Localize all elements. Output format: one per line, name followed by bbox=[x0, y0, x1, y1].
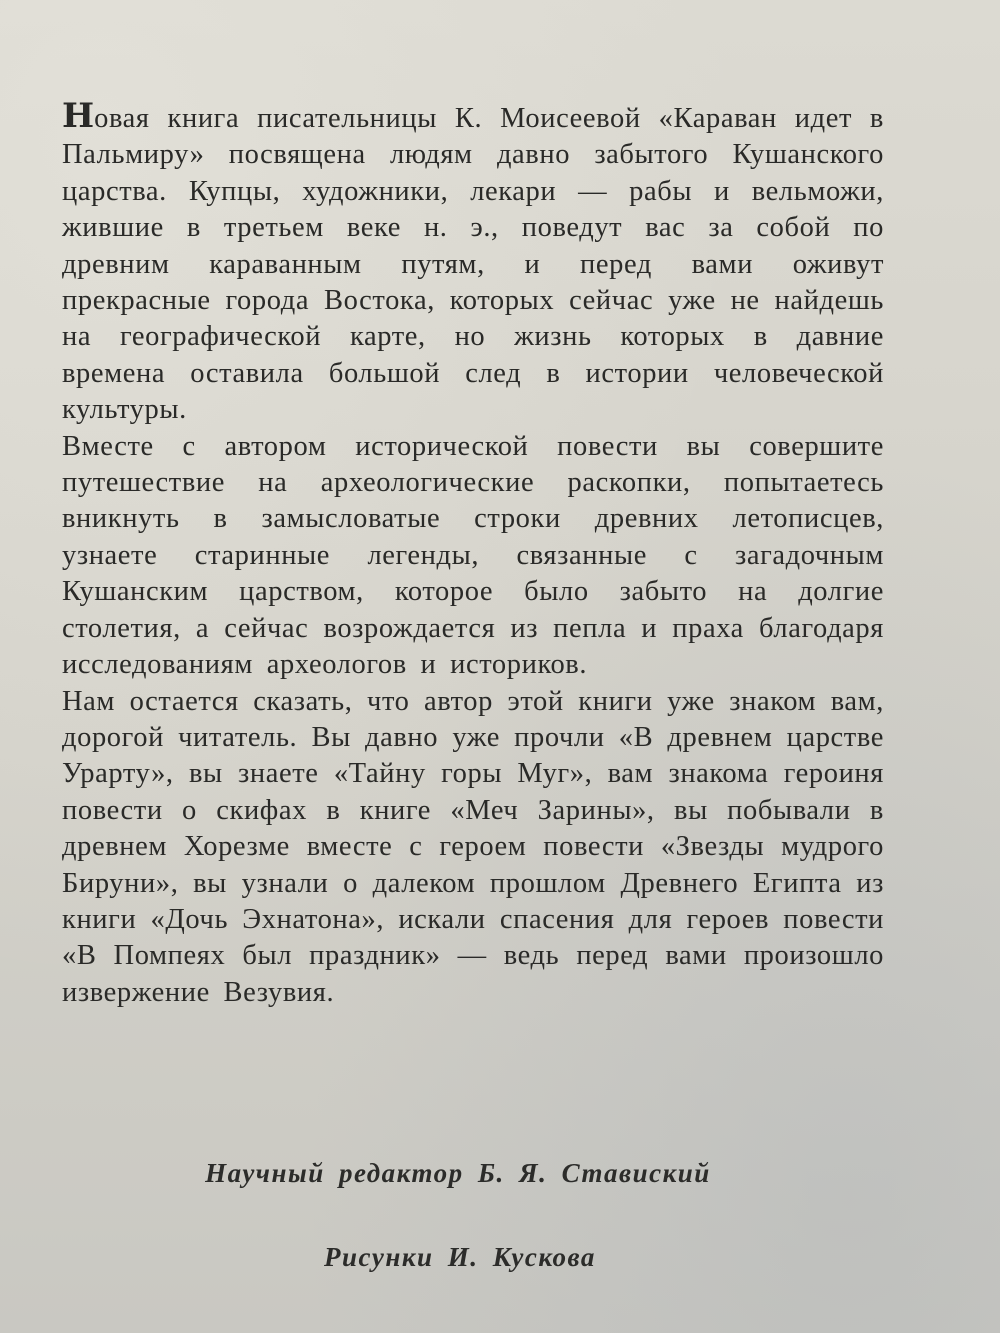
paragraph-text: Нам остается сказать, что автор этой книги уже знаком вам, дорогой читатель. Вы давно уже прочли «В древнем царстве Урарту», вы знаете «Тайну горы Муг», вам знакома героиня повести о скифах в книге «Меч Зарины», вы побывали в древнем Хорезме вместе с героем повести «Звезды мудрого Бируни», вы узнали о далеком прошлом Древнего Египта из книги «Дочь Эхнатона», искали спасения для героев повести «В Помпеях был праздник» — ведь перед вами произошло извержение Везувия. bbox=[62, 685, 884, 1008]
paragraph-text: Вместе с автором исторической повести вы совершите путешествие на археологические раскопки, попытаетесь вникнуть в замысловатые строки древних летописцев, узнаете старинные легенды, связанные с загадочным Кушанским царством, которое было забыто на долгие столетия, а сейчас возрождается из пепла и праха благодаря исследованиям археологов и историков. bbox=[62, 430, 884, 681]
drop-cap-letter: Н bbox=[62, 96, 95, 136]
illustrator-credit: Рисунки И. Кускова bbox=[324, 1242, 596, 1272]
paragraph-intro bbox=[62, 98, 884, 429]
annotation-text bbox=[62, 98, 884, 1011]
paragraph-author bbox=[62, 684, 884, 1012]
scientific-editor-credit: Научный редактор Б. Я. Ставиский bbox=[205, 1158, 711, 1188]
paragraph-journey bbox=[62, 429, 884, 684]
paragraph-text: овая книга писательницы К. Моисеевой «Караван идет в Пальмиру» посвящена людям давно забытого Кушанского царства. Купцы, художники, лекари — рабы и вельможи, жившие в третьем веке н. э., поведут вас за собой по древним караванным путям, и перед вами оживут прекрасные города Востока, которых сейчас уже не найдешь на географической карте, но жизнь которых в давние времена оставила большой след в истории человеческой культуры. bbox=[62, 103, 884, 426]
